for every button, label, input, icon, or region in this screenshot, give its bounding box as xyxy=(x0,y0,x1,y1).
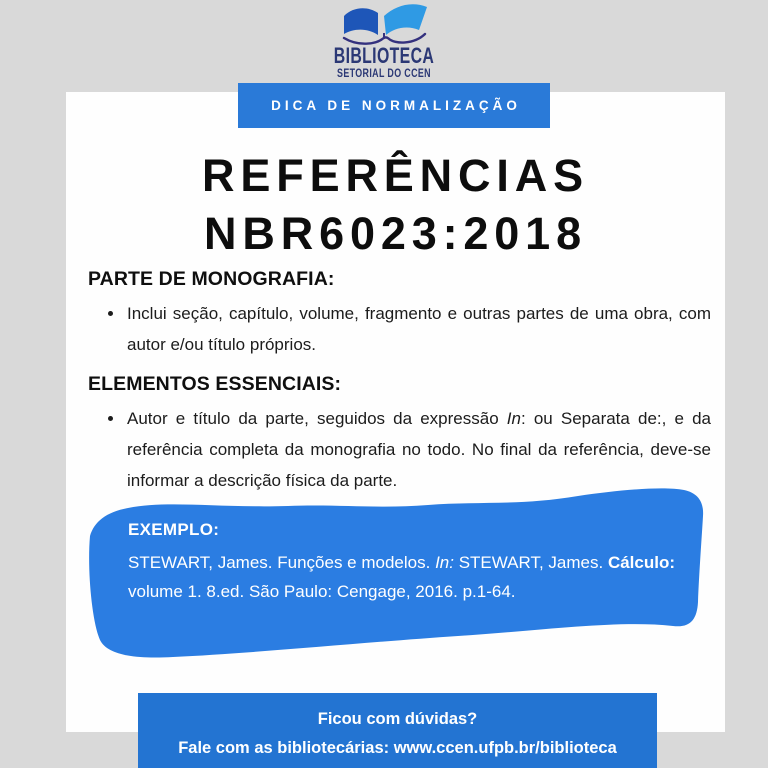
library-logo xyxy=(0,0,768,79)
bullet-item: • Autor e título da parte, seguidos da expressão In: ou Separata de:, e da referência completa da monografia no todo. No final da referência, deve-se informar a descrição física da parte. xyxy=(125,403,711,496)
example-text-block xyxy=(128,520,676,606)
library-subtitle: SETORIAL DO CCEN xyxy=(337,66,431,80)
in-expression: In: xyxy=(435,553,454,572)
bullet-list xyxy=(88,298,711,360)
work-title: Cálculo: xyxy=(607,553,676,572)
footer-banner xyxy=(138,693,657,768)
section-parte-de-monografia xyxy=(88,268,711,360)
content-card xyxy=(66,92,725,732)
section-heading: PARTE DE MONOGRAFIA: xyxy=(88,268,335,290)
footer-contact: Fale com as bibliotecárias: www.ccen.ufpb.br/biblioteca xyxy=(178,739,617,757)
library-name: BIBLIOTECA xyxy=(333,43,435,68)
section-heading: ELEMENTOS ESSENCIAIS: xyxy=(88,373,342,395)
example-callout xyxy=(78,482,706,660)
poster-title xyxy=(66,147,725,263)
section-elementos-essenciais xyxy=(88,373,711,496)
poster-title-line1: REFERÊNCIAS xyxy=(202,150,589,201)
open-book-icon xyxy=(338,3,430,46)
example-reference: STEWART, James. Funções e modelos. In: STEWART, James. Cálculo: volume 1. 8.ed. São Paulo: Cengage, 2016. p.1-64. xyxy=(128,553,676,601)
tip-badge xyxy=(238,83,550,128)
tip-badge-label: DICA DE NORMALIZAÇÃO xyxy=(271,98,521,113)
italic-term: In xyxy=(506,409,521,428)
footer-question: Ficou com dúvidas? xyxy=(317,710,478,728)
body-sections xyxy=(88,268,711,509)
bullet-item: • Inclui seção, capítulo, volume, fragmento e outras partes de uma obra, com autor e/ou título próprios. xyxy=(125,298,711,360)
poster-title-line2: NBR6023:2018 xyxy=(204,208,587,259)
example-heading: EXEMPLO: xyxy=(128,520,220,539)
